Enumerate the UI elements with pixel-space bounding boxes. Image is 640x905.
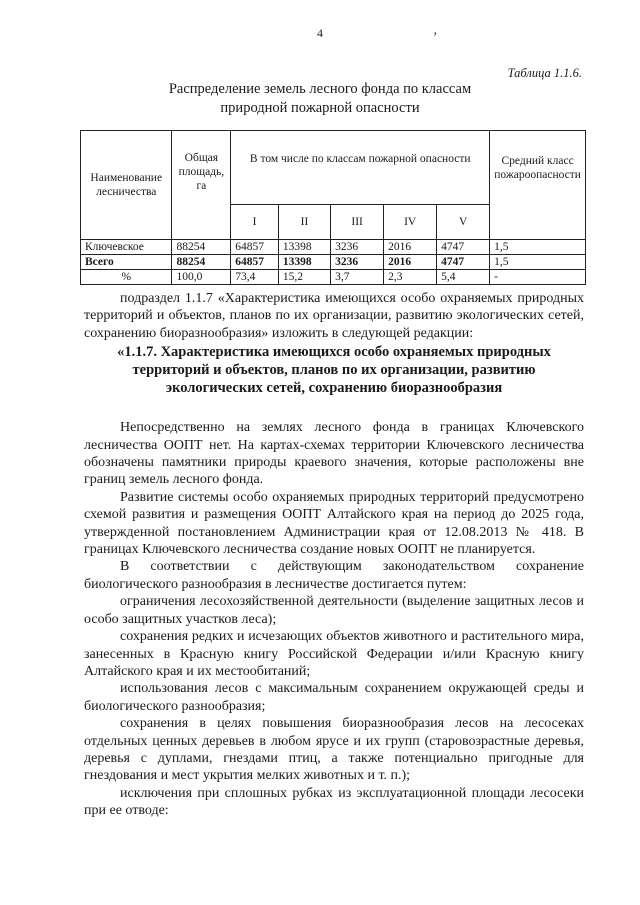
table-row — [81, 240, 586, 255]
cell-name: Ключевское — [81, 240, 172, 255]
table-label: Таблица 1.1.6. — [507, 66, 582, 80]
cell-class-5: 5,4 — [437, 270, 490, 285]
cell-class-1: 64857 — [231, 240, 279, 255]
fire-danger-table — [80, 130, 586, 285]
header-class-4: IV — [384, 205, 437, 240]
header-classes-group: В том числе по классам пожарной опасности — [231, 131, 490, 205]
header-class-1: I — [231, 205, 279, 240]
page-mark: ‚ — [433, 22, 438, 37]
cell-class-4: 2,3 — [384, 270, 437, 285]
cell-area: 88254 — [172, 240, 231, 255]
cell-class-5: 4747 — [437, 240, 490, 255]
cell-class-3: 3,7 — [331, 270, 384, 285]
cell-average: 1,5 — [490, 255, 586, 270]
cell-name: % — [81, 270, 172, 285]
cell-area: 88254 — [172, 255, 231, 270]
list-item-1: ограничения лесохозяйственной деятельности (выделение защитных лесов и особо защитных участков леса); — [84, 594, 584, 627]
page-number: 4 — [317, 26, 323, 40]
cell-class-1: 73,4 — [231, 270, 279, 285]
cell-class-1: 64857 — [231, 255, 279, 270]
paragraph-2: Развитие системы особо охраняемых природных территорий предусмотрено схемой развития и размещения ООПТ Алтайского края на период до 2025 года, утвержденной постановлением Администрации края от 12.08.2013 № 418. В границах Ключевского лесничества создание новых ООПТ не планируется. — [84, 489, 584, 558]
table-title — [0, 80, 640, 118]
header-name: Наименование лесничества — [81, 131, 172, 240]
cell-class-4: 2016 — [384, 255, 437, 270]
table-row — [81, 255, 586, 270]
cell-class-5: 4747 — [437, 255, 490, 270]
table-header-row — [81, 131, 586, 205]
cell-class-3: 3236 — [331, 240, 384, 255]
section-heading: «1.1.7. Характеристика имеющихся особо охраняемых природных территорий и объектов, планов по их организации, развитию экологических сетей, сохранению биоразнообразия — [117, 344, 551, 397]
list-item-3: использования лесов с максимальным сохранением окружающей среды и биологического разнообразия; — [84, 681, 584, 714]
cell-average: - — [490, 270, 586, 285]
cell-class-4: 2016 — [384, 240, 437, 255]
header-area: Общая площадь, га — [172, 131, 231, 240]
paragraph-3: В соответствии с действующим законодательством сохранение биологического разнообразия в лесничестве достигается путем: — [84, 559, 584, 592]
cell-class-2: 13398 — [278, 255, 330, 270]
cell-class-2: 13398 — [278, 240, 330, 255]
cell-class-2: 15,2 — [278, 270, 330, 285]
list-item-4: сохранения в целях повышения биоразнообразия лесов на лесосеках отдельных ценных деревьев в любом ярусе и их групп (старовозрастные деревья, деревья с дуплами, гнездами птиц, а также потенциально пригодные для гнездования и мест укрытия мелких животных и т. п.); — [84, 716, 584, 784]
cell-class-3: 3236 — [331, 255, 384, 270]
list-item-5: исключения при сплошных рубках из эксплуатационной площади лесосеки при ее отводе: — [84, 785, 584, 819]
header-average: Средний класс пожароопасности — [490, 131, 586, 240]
header-class-3: III — [331, 205, 384, 240]
header-class-5: V — [437, 205, 490, 240]
table-row — [81, 270, 586, 285]
header-class-2: II — [278, 205, 330, 240]
table-title-line2: природной пожарной опасности — [220, 100, 420, 116]
paragraph-1: Непосредственно на землях лесного фонда в границах Ключевского лесничества ООПТ нет. На картах-схемах территории Ключевского лесничества обозначены памятники природы краевого значения, которые расположены вне границ земель лесного фонда. — [84, 420, 584, 488]
table-title-line1: Распределение земель лесного фонда по классам — [168, 81, 472, 97]
cell-average: 1,5 — [490, 240, 586, 255]
list-item-2: сохранения редких и исчезающих объектов животного и растительного мира, занесенных в Красную книгу Российской Федерации и/или Красную книгу Алтайского края и их местообитаний; — [84, 629, 584, 679]
cell-name: Всего — [81, 255, 172, 270]
document-body — [84, 290, 584, 820]
intro-paragraph: подраздел 1.1.7 «Характеристика имеющихся особо охраняемых природных территорий и объектов, планов по их организации, развитию экологических сетей, сохранению биоразнообразия» изложить в следующей редакции: — [84, 291, 584, 341]
cell-area: 100,0 — [172, 270, 231, 285]
